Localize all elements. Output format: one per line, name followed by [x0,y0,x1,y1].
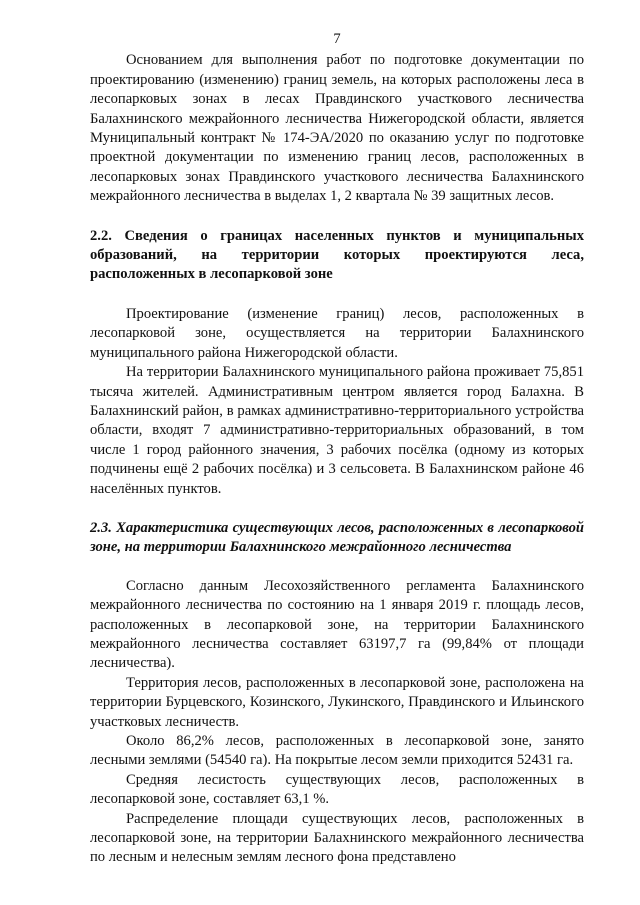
section-2-3-paragraph-4: Средняя лесистость существующих лесов, расположенных в лесопарковой зоне, составляет 63,1 %. [90,771,584,808]
section-2-3-heading: 2.3. Характеристика существующих лесов, расположенных в лесопарковой зоне, на территории Балахнинского межрайонного лесничества [90,519,584,556]
section-2-3-paragraph-1: Согласно данным Лесохозяйственного регламента Балахнинского межрайонного лесничества по состоянию на 1 января 2019 г. площадь лесов, расположенных в лесопарковой зоне, на территории Балахнинского межрайонного лесничества составляет 63197,7 га (99,84% от площади лесничества). [90,577,584,672]
page-number: 7 [333,31,341,47]
section-2-2-paragraph-1: Проектирование (изменение границ) лесов, расположенных в лесопарковой зоне, осуществляется на территории Балахнинского муниципального района Нижегородской области. [90,305,584,361]
section-2-3-paragraph-3: Около 86,2% лесов, расположенных в лесопарковой зоне, занято лесными землями (54540 га). На покрытые лесом земли приходится 52431 га. [90,733,584,769]
section-2-2-paragraph-2: На территории Балахнинского муниципального района проживает 75,851 тысяча жителей. Административным центром является город Балахна. В Балахнинский район, в рамках административно-территориального устройства области, входят 7 административно-территориальных образований, в том числе 1 город районного значения, 3 рабочих посёлка (одному из которых подчинены ещё 2 рабочих посёлка) и 3 сельсовета. В Балахнинском районе 46 населённых пунктов. [90,364,584,497]
section-2-3-paragraph-5: Распределение площади существующих лесов, расположенных в лесопарковой зоне, на территории Балахнинского межрайонного лесничества по лесным и нелесным землям лесного фона представлено [90,810,584,866]
spacer [90,285,584,305]
spacer [90,207,584,227]
document-page [90,30,584,868]
section-2-2-heading: 2.2. Сведения о границах населенных пунктов и муниципальных образований, на территории которых проектируются леса, расположенных в лесопарковой зоне [90,227,584,283]
intro-paragraph: Основанием для выполнения работ по подготовке документации по проектированию (изменению) границ земель, на которых расположены леса в лесопарковых зонах в лесах Правдинского участкового лесничества Балахнинского межрайонного лесничества Нижегородской области, является Муниципальный контракт № 174-ЭА/2020 по оказанию услуг по подготовке проектной документации по изменению границ лесов, расположенных в лесопарковых зонах Правдинского участкового лесничества Балахнинского межрайонного лесничества в выделах 1, 2 квартала № 39 защитных лесов. [90,52,584,205]
spacer [90,558,584,577]
spacer [90,499,584,519]
section-2-3-paragraph-2: Территория лесов, расположенных в лесопарковой зоне, расположена на территории Бурцевского, Козинского, Лукинского, Правдинского и Ильинского участковых лесничеств. [90,674,584,730]
